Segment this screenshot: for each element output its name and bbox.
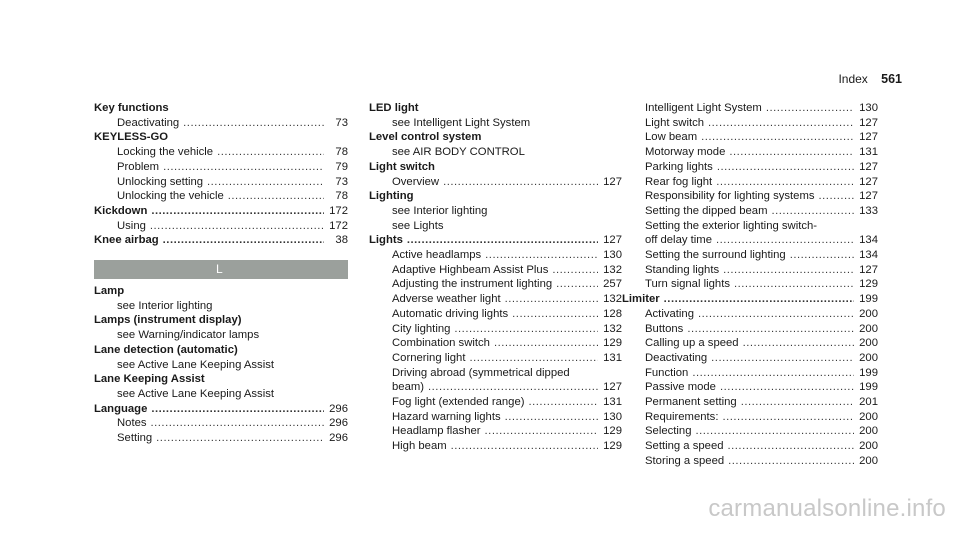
entry-text: Automatic driving lights <box>392 307 509 320</box>
dot-leader <box>150 219 324 234</box>
index-heading: Lamp <box>94 285 125 298</box>
entry-text: Lights <box>369 234 403 247</box>
dot-leader <box>529 395 598 410</box>
page-reference: 130 <box>859 102 878 114</box>
page-reference: 129 <box>603 425 622 438</box>
page-reference: 132 <box>603 322 622 335</box>
entry-text: Fog light (extended range) <box>392 396 525 409</box>
page-reference: 172 <box>329 204 348 217</box>
page-reference: 129 <box>603 440 622 453</box>
page-reference: 127 <box>859 116 878 129</box>
entry-text: Problem <box>117 160 160 173</box>
entry-text: Buttons <box>645 322 684 335</box>
page-reference: 200 <box>859 410 878 423</box>
entry-text: City lighting <box>392 322 451 335</box>
dot-leader <box>728 439 854 454</box>
index-column-3 <box>622 101 878 469</box>
page-reference: 199 <box>859 381 878 394</box>
page-reference: 132 <box>603 263 622 276</box>
index-subentry <box>622 410 878 425</box>
index-subentry <box>622 439 878 454</box>
entry-text: Setting a speed <box>645 440 724 453</box>
index-heading-with-page <box>369 233 622 248</box>
index-subentry <box>622 395 878 410</box>
entry-text: Permanent setting <box>645 396 737 409</box>
dot-leader <box>819 189 854 204</box>
index-reference: see Interior lighting <box>117 299 213 312</box>
entry-text: Adjusting the instrument lighting <box>392 278 553 291</box>
letter-section-header: L <box>94 260 348 279</box>
entry-text: Hazard warning lights <box>392 410 501 423</box>
index-column-1 <box>94 101 348 446</box>
dot-leader <box>734 277 854 292</box>
index-subentry <box>622 307 878 322</box>
index-subentry <box>622 277 878 292</box>
dot-leader <box>151 402 324 417</box>
page-reference: 134 <box>859 234 878 247</box>
index-subentry <box>622 351 878 366</box>
entry-text: Combination switch <box>392 337 490 350</box>
page-reference: 199 <box>859 293 878 306</box>
page-reference: 201 <box>859 396 878 409</box>
index-subentry <box>369 439 622 454</box>
page-reference: 134 <box>859 249 878 262</box>
page-reference: 200 <box>859 440 878 453</box>
index-reference: see Intelligent Light System <box>392 116 531 129</box>
index-reference: see Warning/indicator lamps <box>117 329 260 342</box>
index-subentry <box>369 277 622 292</box>
entry-text: Adverse weather light <box>392 293 501 306</box>
page-reference: 296 <box>329 432 348 445</box>
index-heading: Lane detection (automatic) <box>94 343 238 356</box>
dot-leader <box>701 130 854 145</box>
index-subentry <box>622 366 878 381</box>
page-reference: 79 <box>335 160 348 173</box>
entry-text: Activating <box>645 307 694 320</box>
dot-leader <box>485 424 598 439</box>
index-heading: Lane Keeping Assist <box>94 373 205 386</box>
index-subentry <box>369 410 622 425</box>
index-subentry <box>369 395 622 410</box>
dot-leader <box>720 380 854 395</box>
dot-leader <box>766 101 854 116</box>
index-heading: LED light <box>369 102 419 114</box>
index-reference: Driving abroad (symmetrical dipped <box>392 366 570 379</box>
page-reference: 131 <box>603 351 622 364</box>
index-subentry <box>94 416 348 431</box>
index-subentry <box>622 380 878 395</box>
dot-leader <box>217 145 324 160</box>
dot-leader <box>743 336 854 351</box>
dot-leader <box>163 233 324 248</box>
entry-text: Setting <box>117 432 153 445</box>
index-subentry <box>94 145 348 160</box>
dot-leader <box>687 322 854 337</box>
entry-text: off delay time <box>645 234 712 247</box>
entry-text: Motorway mode <box>645 146 726 159</box>
page-reference: 172 <box>329 219 348 232</box>
page-reference: 296 <box>329 402 348 415</box>
page-reference: 257 <box>603 278 622 291</box>
dot-leader <box>183 116 324 131</box>
index-subentry <box>369 380 622 395</box>
index-reference: see Active Lane Keeping Assist <box>117 358 275 371</box>
dot-leader <box>716 233 854 248</box>
dot-leader <box>512 307 598 322</box>
page-reference: 129 <box>859 278 878 291</box>
index-subentry <box>369 175 622 190</box>
index-subentry <box>622 454 878 469</box>
entry-text: Overview <box>392 175 440 188</box>
watermark: carmanualsonline.info <box>708 495 946 522</box>
index-reference: see Interior lighting <box>392 204 488 217</box>
entry-text: Adaptive Highbeam Assist Plus <box>392 263 549 276</box>
index-subentry <box>622 160 878 175</box>
entry-text: Calling up a speed <box>645 337 739 350</box>
index-subentry <box>369 322 622 337</box>
dot-leader <box>494 336 598 351</box>
index-subentry <box>94 160 348 175</box>
index-subentry <box>622 101 878 116</box>
index-subentry <box>369 424 622 439</box>
index-subentry <box>622 204 878 219</box>
index-subentry <box>369 292 622 307</box>
page-reference: 200 <box>859 307 878 320</box>
entry-text: Using <box>117 219 146 232</box>
page-reference: 200 <box>859 337 878 350</box>
index-subentry <box>94 116 348 131</box>
page-reference: 127 <box>859 131 878 144</box>
entry-text: Setting the surround lighting <box>645 249 786 262</box>
dot-leader <box>485 248 598 263</box>
page-reference: 78 <box>335 190 348 203</box>
page-reference: 127 <box>859 175 878 188</box>
dot-leader <box>505 410 598 425</box>
dot-leader <box>228 189 324 204</box>
section-title: Index <box>838 72 868 86</box>
entry-text: Turn signal lights <box>645 278 730 291</box>
entry-text: Light switch <box>645 116 705 129</box>
entry-text: Intelligent Light System <box>645 102 762 114</box>
dot-leader <box>716 175 854 190</box>
entry-text: Notes <box>117 417 147 430</box>
entry-text: Standing lights <box>645 263 720 276</box>
index-subentry <box>622 189 878 204</box>
dot-leader <box>708 116 854 131</box>
index-column-2 <box>369 101 622 454</box>
dot-leader <box>698 307 854 322</box>
dot-leader <box>717 160 854 175</box>
dot-leader <box>723 263 854 278</box>
entry-text: Deactivating <box>645 351 708 364</box>
index-heading-with-page <box>94 402 348 417</box>
page-reference: 200 <box>859 425 878 438</box>
dot-leader <box>163 160 324 175</box>
index-heading-with-page <box>622 292 878 307</box>
dot-leader <box>552 263 598 278</box>
dot-leader <box>695 424 854 439</box>
entry-text: Responsibility for lighting systems <box>645 190 815 203</box>
dot-leader <box>151 416 324 431</box>
index-heading: KEYLESS-GO <box>94 131 169 144</box>
dot-leader <box>505 292 598 307</box>
index-subentry <box>622 322 878 337</box>
page-reference: 131 <box>859 146 878 159</box>
dot-leader <box>790 248 854 263</box>
page-reference: 127 <box>603 381 622 394</box>
page-reference: 296 <box>329 417 348 430</box>
index-subentry <box>622 248 878 263</box>
dot-leader <box>454 322 598 337</box>
dot-leader <box>151 204 324 219</box>
dot-leader <box>741 395 854 410</box>
page-reference: 199 <box>859 366 878 379</box>
index-reference: Setting the exterior lighting switch- <box>645 219 818 232</box>
page-reference: 130 <box>603 410 622 423</box>
page-reference: 128 <box>603 307 622 320</box>
index-heading: Key functions <box>94 102 169 114</box>
entry-text: Unlocking setting <box>117 175 204 188</box>
page-reference: 127 <box>603 234 622 247</box>
page-reference: 132 <box>603 293 622 306</box>
page-reference: 200 <box>859 322 878 335</box>
page-header <box>838 72 902 86</box>
entry-text: Unlocking the vehicle <box>117 190 224 203</box>
dot-leader <box>771 204 854 219</box>
entry-text: Passive mode <box>645 381 716 394</box>
dot-leader <box>728 454 854 469</box>
index-subentry <box>369 351 622 366</box>
index-reference: see Lights <box>392 219 444 232</box>
dot-leader <box>469 351 598 366</box>
dot-leader <box>156 431 324 446</box>
index-reference: see AIR BODY CONTROL <box>392 146 525 159</box>
page-reference: 127 <box>859 190 878 203</box>
page-reference: 200 <box>859 351 878 364</box>
index-subentry <box>369 263 622 278</box>
page-reference: 127 <box>859 263 878 276</box>
entry-text: Selecting <box>645 425 692 438</box>
dot-leader <box>207 175 324 190</box>
index-heading: Level control system <box>369 131 482 144</box>
index-subentry <box>622 336 878 351</box>
dot-leader <box>692 366 854 381</box>
entry-text: beam) <box>392 381 425 394</box>
entry-text: Language <box>94 402 148 415</box>
entry-text: Headlamp flasher <box>392 425 481 438</box>
entry-text: Requirements: <box>645 410 719 423</box>
index-heading-with-page <box>94 233 348 248</box>
dot-leader <box>722 410 854 425</box>
page-reference: 127 <box>859 160 878 173</box>
index-subentry <box>622 424 878 439</box>
page-number: 561 <box>881 72 902 86</box>
entry-text: Cornering light <box>392 351 466 364</box>
entry-text: Rear fog light <box>645 175 713 188</box>
dot-leader <box>428 380 598 395</box>
entry-text: Parking lights <box>645 160 713 173</box>
page-reference: 73 <box>335 175 348 188</box>
dot-leader <box>451 439 598 454</box>
index-heading: Light switch <box>369 160 435 173</box>
index-subentry <box>622 233 878 248</box>
entry-text: Kickdown <box>94 204 148 217</box>
index-subentry <box>622 116 878 131</box>
index-heading: Lamps (instrument display) <box>94 314 242 327</box>
page-reference: 130 <box>603 249 622 262</box>
page-reference: 78 <box>335 146 348 159</box>
dot-leader <box>664 292 854 307</box>
index-subentry <box>622 130 878 145</box>
index-heading-with-page <box>94 204 348 219</box>
entry-text: Low beam <box>645 131 698 144</box>
page-reference: 129 <box>603 337 622 350</box>
dot-leader <box>407 233 598 248</box>
index-subentry <box>622 175 878 190</box>
dot-leader <box>711 351 854 366</box>
dot-leader <box>443 175 598 190</box>
page-reference: 127 <box>603 175 622 188</box>
entry-text: Limiter <box>622 293 660 306</box>
page-reference: 200 <box>859 454 878 467</box>
index-subentry <box>622 263 878 278</box>
dot-leader <box>556 277 598 292</box>
entry-text: Deactivating <box>117 116 180 129</box>
index-subentry <box>622 145 878 160</box>
index-subentry <box>369 307 622 322</box>
entry-text: Knee airbag <box>94 234 159 247</box>
dot-leader <box>729 145 854 160</box>
entry-text: Locking the vehicle <box>117 146 214 159</box>
entry-text: High beam <box>392 440 447 453</box>
index-subentry <box>94 219 348 234</box>
index-subentry <box>94 189 348 204</box>
index-subentry <box>369 336 622 351</box>
entry-text: Active headlamps <box>392 249 482 262</box>
index-subentry <box>94 175 348 190</box>
index-subentry <box>369 248 622 263</box>
page-reference: 38 <box>335 234 348 247</box>
entry-text: Storing a speed <box>645 454 725 467</box>
page-reference: 73 <box>335 116 348 129</box>
index-subentry <box>94 431 348 446</box>
entry-text: Setting the dipped beam <box>645 204 768 217</box>
page-reference: 133 <box>859 204 878 217</box>
entry-text: Function <box>645 366 689 379</box>
index-reference: see Active Lane Keeping Assist <box>117 387 275 400</box>
index-heading: Lighting <box>369 190 414 203</box>
page-reference: 131 <box>603 396 622 409</box>
